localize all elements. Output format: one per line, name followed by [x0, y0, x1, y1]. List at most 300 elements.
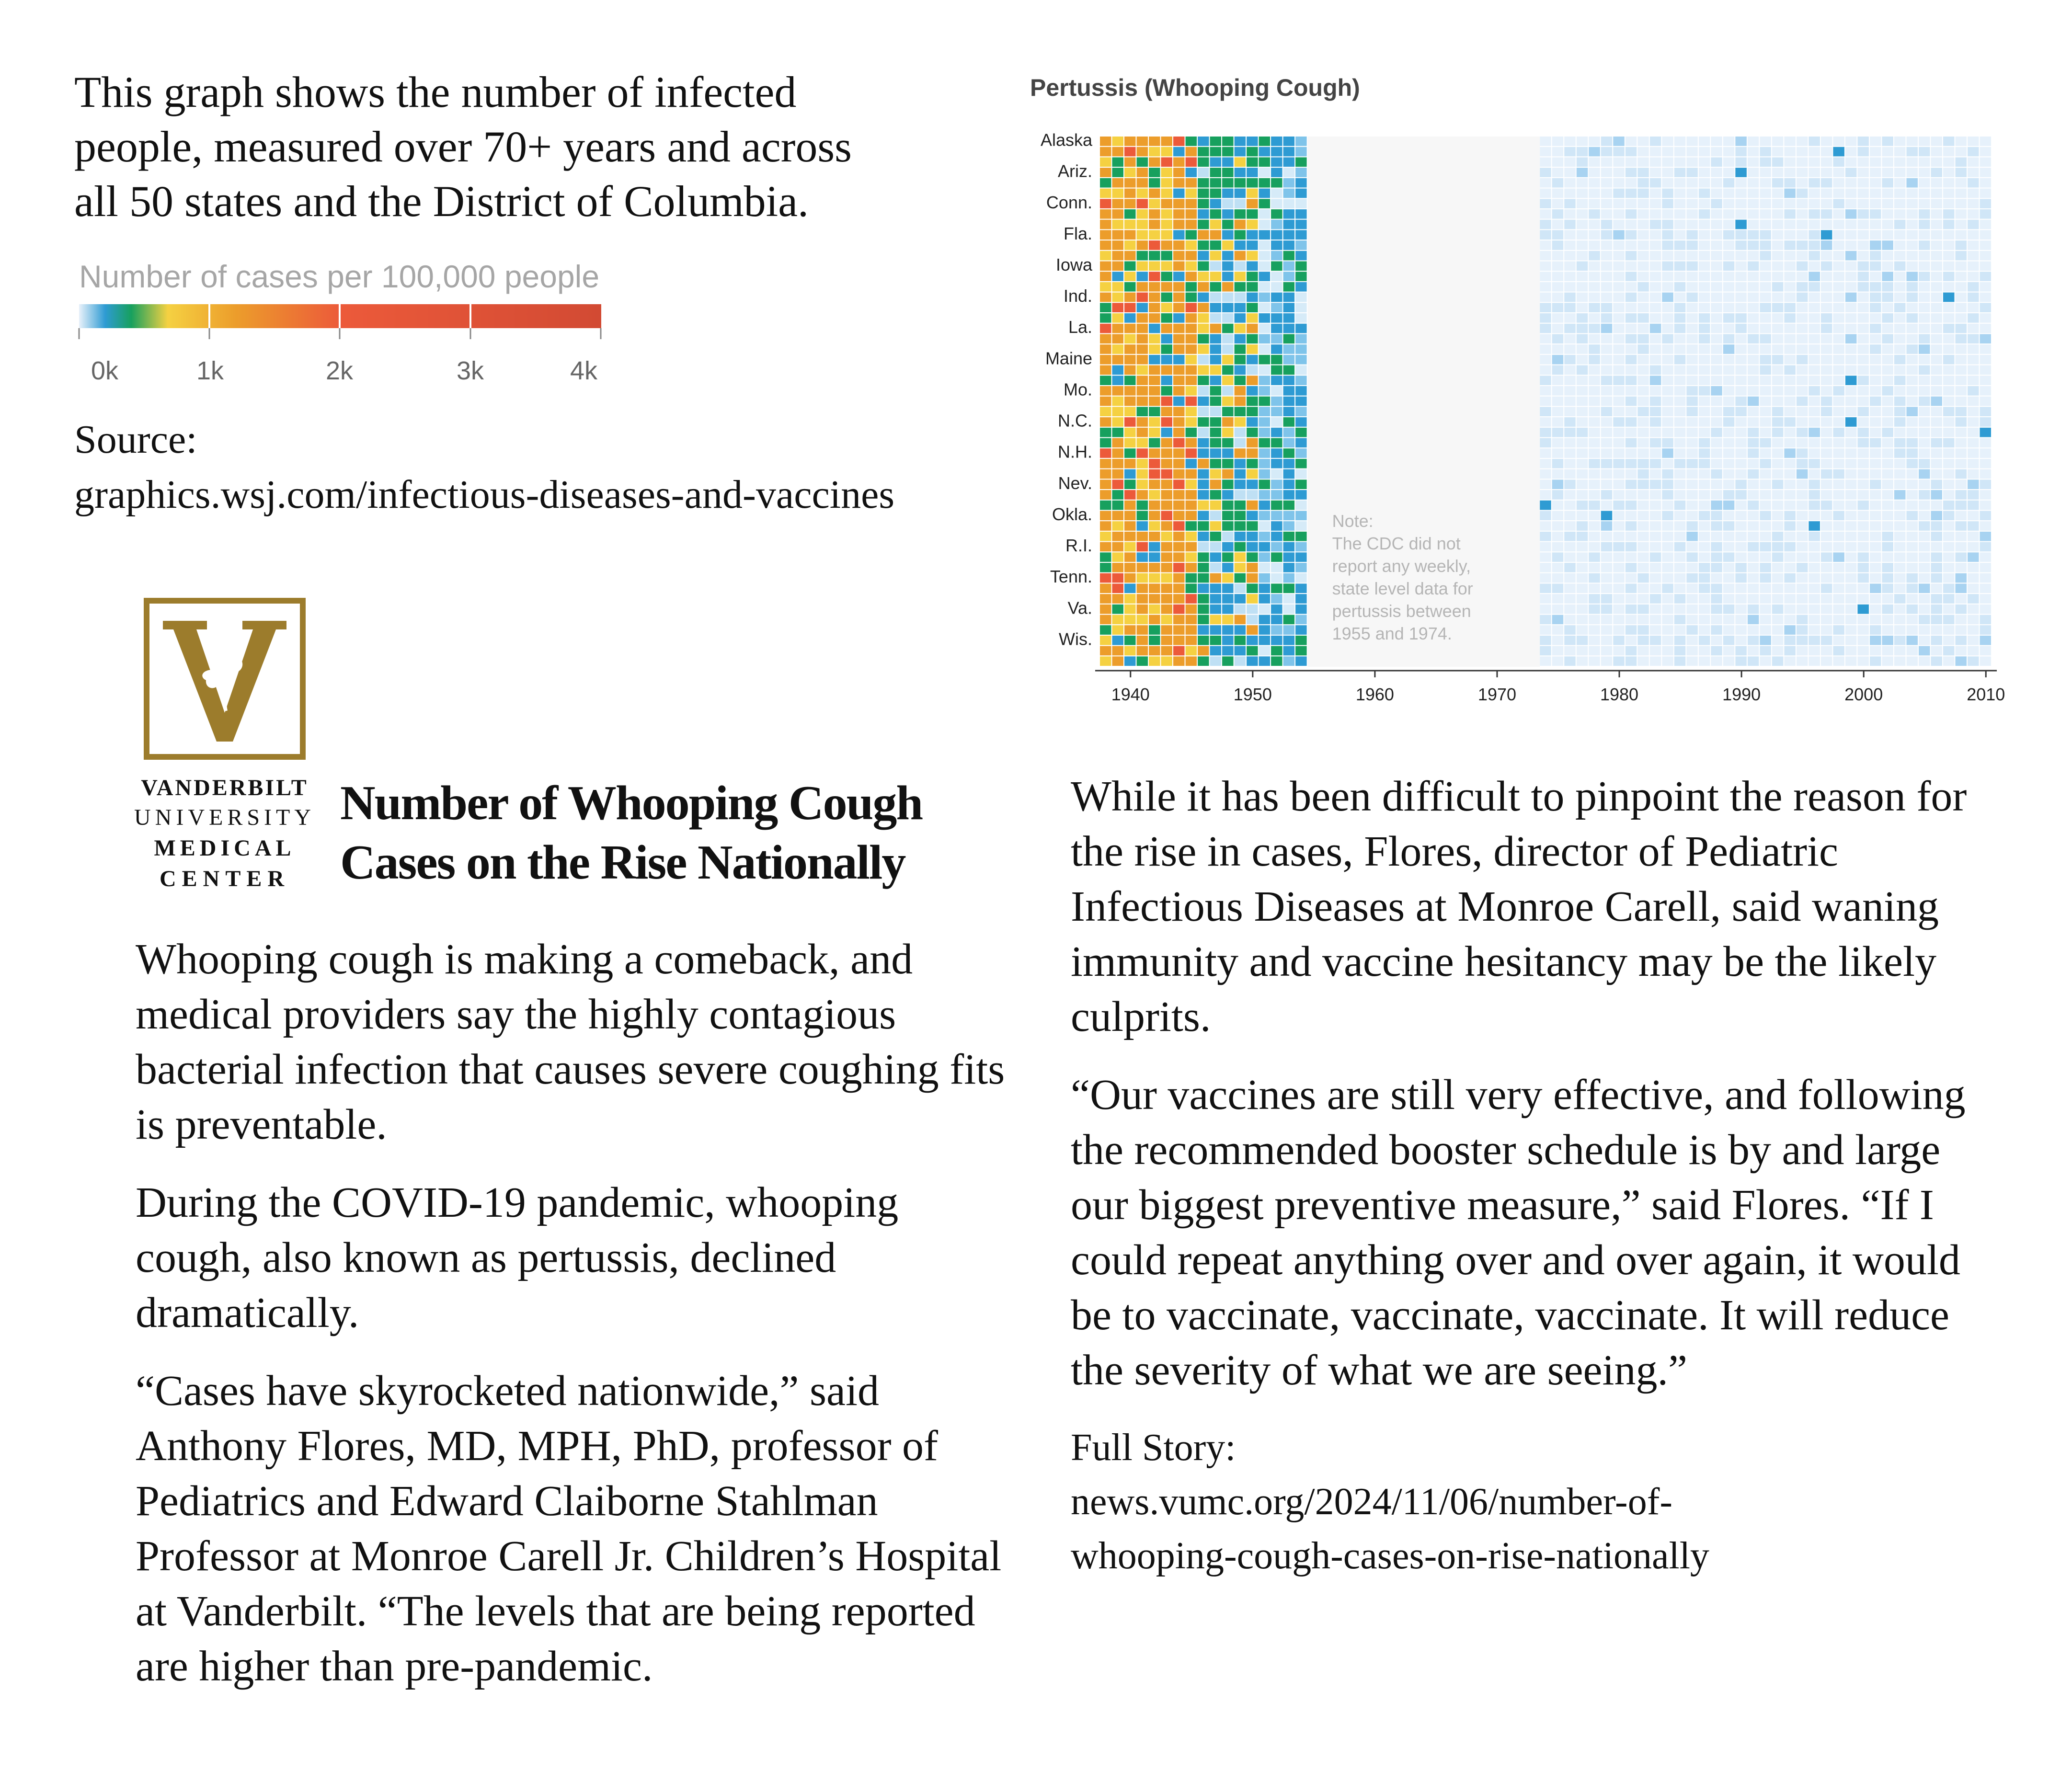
- heatmap-cell: [1662, 137, 1673, 146]
- heatmap-cell: [1283, 594, 1295, 604]
- heatmap-cell: [1845, 178, 1857, 188]
- heatmap-cell: [1784, 386, 1796, 396]
- heatmap-cell: [1797, 636, 1808, 645]
- heatmap-cell: [1980, 563, 1991, 572]
- heatmap-cell: [1980, 189, 1991, 198]
- heatmap-cell: [1821, 636, 1832, 645]
- heatmap-cell: [1943, 376, 1955, 385]
- heatmap-cell: [1931, 542, 1942, 552]
- heatmap-cell: [1295, 573, 1307, 583]
- heatmap-cell: [1931, 147, 1942, 157]
- heatmap-cell: [1882, 594, 1893, 604]
- heatmap-cell: [1552, 646, 1564, 656]
- heatmap-cell: [1112, 636, 1124, 645]
- heatmap-cell: [1772, 563, 1784, 572]
- heatmap-cell: [1601, 542, 1613, 552]
- heatmap-cell: [1943, 438, 1955, 447]
- heatmap-cell: [1295, 240, 1307, 250]
- heatmap-cell: [1259, 469, 1271, 479]
- heatmap-cell: [1845, 552, 1857, 562]
- heatmap-cell: [1198, 293, 1209, 302]
- heatmap-cell: [1259, 366, 1271, 375]
- heatmap-cell: [1809, 313, 1820, 323]
- heatmap-cell: [1772, 272, 1784, 281]
- heatmap-cell: [1601, 594, 1613, 604]
- heatmap-cell: [1711, 605, 1722, 614]
- heatmap-cell: [1637, 501, 1649, 510]
- heatmap-cell: [1613, 417, 1625, 427]
- heatmap-cell: [1235, 272, 1246, 281]
- heatmap-cell: [1626, 240, 1637, 250]
- heatmap-cell: [1601, 261, 1613, 271]
- heatmap-cell: [1870, 366, 1881, 375]
- heatmap-cell: [1760, 282, 1771, 292]
- source-url[interactable]: graphics.wsj.com/infectious-diseases-and-vaccines: [74, 472, 895, 517]
- heatmap-cell: [1882, 428, 1893, 437]
- heatmap-cell: [1735, 583, 1747, 593]
- heatmap-cell: [1259, 490, 1271, 500]
- heatmap-cell: [1955, 605, 1967, 614]
- heatmap-cell: [1735, 261, 1747, 271]
- heatmap-cell: [1968, 282, 1979, 292]
- heatmap-cell: [1173, 636, 1185, 645]
- heatmap-cell: [1699, 625, 1710, 635]
- heatmap-cell: [1943, 313, 1955, 323]
- heatmap-cell: [1711, 469, 1722, 479]
- heatmap-cell: [1637, 272, 1649, 281]
- heatmap-cell: [1735, 199, 1747, 208]
- heatmap-cell: [1674, 386, 1686, 396]
- heatmap-cell: [1235, 583, 1246, 593]
- heatmap-cell: [1894, 334, 1906, 343]
- heatmap-cell: [1748, 386, 1759, 396]
- heatmap-cell: [1552, 293, 1564, 302]
- heatmap-cell: [1235, 532, 1246, 541]
- heatmap-cell: [1112, 386, 1124, 396]
- heatmap-cell: [1943, 282, 1955, 292]
- heatmap-cell: [1686, 397, 1698, 406]
- heatmap-cell: [1809, 501, 1820, 510]
- heatmap-cell: [1882, 480, 1893, 489]
- heatmap-cell: [1124, 209, 1136, 219]
- heatmap-cell: [1161, 480, 1173, 489]
- heatmap-cell: [1198, 542, 1209, 552]
- full-story-url-line[interactable]: news.vumc.org/2024/11/06/number-of-: [1071, 1481, 1672, 1523]
- heatmap-cell: [1222, 625, 1234, 635]
- heatmap-cell: [1564, 313, 1576, 323]
- heatmap-cell: [1247, 366, 1258, 375]
- heatmap-cell: [1283, 313, 1295, 323]
- heatmap-cell: [1100, 521, 1111, 531]
- heatmap-cell: [1186, 178, 1197, 188]
- heatmap-cell: [1662, 469, 1673, 479]
- pertussis-heatmap-chart: [1011, 67, 2046, 723]
- heatmap-cell: [1283, 282, 1295, 292]
- heatmap-cell: [1760, 178, 1771, 188]
- heatmap-cell: [1601, 178, 1613, 188]
- heatmap-cell: [1797, 469, 1808, 479]
- heatmap-cell: [1222, 199, 1234, 208]
- heatmap-cell: [1271, 355, 1282, 365]
- heatmap-cell: [1857, 240, 1869, 250]
- legend-tick: 0k: [91, 356, 119, 385]
- heatmap-cell: [1589, 605, 1600, 614]
- heatmap-cell: [1161, 344, 1173, 354]
- heatmap-cell: [1198, 209, 1209, 219]
- heatmap-cell: [1295, 469, 1307, 479]
- heatmap-cell: [1186, 573, 1197, 583]
- heatmap-cell: [1943, 605, 1955, 614]
- heatmap-cell: [1613, 438, 1625, 447]
- heatmap-cell: [1723, 407, 1735, 416]
- heatmap-cell: [1222, 615, 1234, 624]
- heatmap-cell: [1271, 407, 1282, 416]
- heatmap-cell: [1723, 428, 1735, 437]
- heatmap-cell: [1919, 615, 1930, 624]
- heatmap-cell: [1295, 428, 1307, 437]
- heatmap-cell: [1259, 397, 1271, 406]
- heatmap-cell: [1735, 303, 1747, 312]
- heatmap-cell: [1821, 501, 1832, 510]
- heatmap-cell: [1577, 220, 1588, 229]
- heatmap-cell: [1564, 386, 1576, 396]
- heatmap-cell: [1222, 355, 1234, 365]
- heatmap-cell: [1540, 469, 1551, 479]
- heatmap-cell: [1662, 209, 1673, 219]
- heatmap-cell: [1186, 511, 1197, 520]
- heatmap-cell: [1857, 137, 1869, 146]
- heatmap-cell: [1955, 501, 1967, 510]
- heatmap-cell: [1735, 552, 1747, 562]
- heatmap-cell: [1577, 407, 1588, 416]
- heatmap-cell: [1711, 542, 1722, 552]
- heatmap-cell: [1210, 199, 1222, 208]
- heatmap-cell: [1748, 615, 1759, 624]
- heatmap-cell: [1748, 594, 1759, 604]
- heatmap-cell: [1589, 656, 1600, 666]
- heatmap-cell: [1247, 438, 1258, 447]
- heatmap-cell: [1540, 583, 1551, 593]
- heatmap-cell: [1247, 428, 1258, 437]
- heatmap-cell: [1540, 261, 1551, 271]
- heatmap-cell: [1626, 490, 1637, 500]
- heatmap-cell: [1577, 563, 1588, 572]
- heatmap-cell: [1283, 480, 1295, 489]
- heatmap-cell: [1686, 583, 1698, 593]
- heatmap-cell: [1577, 251, 1588, 261]
- heatmap-cell: [1100, 636, 1111, 645]
- heatmap-cell: [1552, 355, 1564, 365]
- heatmap-cell: [1564, 303, 1576, 312]
- heatmap-cell: [1833, 594, 1844, 604]
- heatmap-cell: [1723, 646, 1735, 656]
- heatmap-cell: [1149, 366, 1160, 375]
- heatmap-cell: [1809, 199, 1820, 208]
- heatmap-cell: [1955, 615, 1967, 624]
- y-tick-label: Va.: [1067, 598, 1092, 618]
- heatmap-cell: [1137, 615, 1148, 624]
- heatmap-cell: [1711, 636, 1722, 645]
- heatmap-cell: [1173, 220, 1185, 229]
- heatmap-cell: [1760, 147, 1771, 157]
- heatmap-cell: [1552, 542, 1564, 552]
- heatmap-cell: [1699, 656, 1710, 666]
- heatmap-cell: [1295, 552, 1307, 562]
- heatmap-cell: [1748, 625, 1759, 635]
- heatmap-cell: [1613, 448, 1625, 458]
- heatmap-cell: [1198, 407, 1209, 416]
- heatmap-cell: [1613, 220, 1625, 229]
- heatmap-cell: [1821, 261, 1832, 271]
- heatmap-cell: [1601, 521, 1613, 531]
- heatmap-cell: [1723, 636, 1735, 645]
- heatmap-cell: [1100, 344, 1111, 354]
- heatmap-cell: [1772, 386, 1784, 396]
- heatmap-cell: [1919, 366, 1930, 375]
- heatmap-cell: [1772, 448, 1784, 458]
- heatmap-cell: [1222, 397, 1234, 406]
- y-tick-label: Iowa: [1055, 255, 1092, 274]
- heatmap-cell: [1943, 168, 1955, 177]
- heatmap-cell: [1906, 313, 1918, 323]
- heatmap-cell: [1149, 313, 1160, 323]
- heatmap-cell: [1772, 480, 1784, 489]
- heatmap-cell: [1748, 334, 1759, 343]
- heatmap-cell: [1857, 220, 1869, 229]
- heatmap-cell: [1735, 293, 1747, 302]
- heatmap-cell: [1173, 573, 1185, 583]
- heatmap-cell: [1906, 168, 1918, 177]
- heatmap-cell: [1821, 324, 1832, 333]
- heatmap-cell: [1882, 178, 1893, 188]
- heatmap-cell: [1809, 157, 1820, 167]
- heatmap-cell: [1784, 376, 1796, 385]
- heatmap-cell: [1894, 199, 1906, 208]
- heatmap-cell: [1210, 521, 1222, 531]
- heatmap-cell: [1760, 511, 1771, 520]
- heatmap-cell: [1943, 594, 1955, 604]
- heatmap-cell: [1943, 178, 1955, 188]
- heatmap-cell: [1161, 157, 1173, 167]
- heatmap-cell: [1540, 615, 1551, 624]
- heatmap-cell: [1894, 386, 1906, 396]
- intro-line: all 50 states and the District of Columbia.: [74, 177, 809, 226]
- heatmap-cell: [1821, 344, 1832, 354]
- heatmap-cell: [1235, 230, 1246, 240]
- heatmap-cell: [1833, 230, 1844, 240]
- heatmap-cell: [1626, 594, 1637, 604]
- heatmap-cell: [1809, 563, 1820, 572]
- heatmap-cell: [1222, 313, 1234, 323]
- heatmap-cell: [1723, 397, 1735, 406]
- heatmap-cell: [1271, 157, 1282, 167]
- heatmap-cell: [1259, 230, 1271, 240]
- heatmap-cell: [1882, 552, 1893, 562]
- heatmap-cell: [1931, 438, 1942, 447]
- heatmap-cell: [1809, 282, 1820, 292]
- heatmap-cell: [1833, 240, 1844, 250]
- heatmap-cell: [1259, 168, 1271, 177]
- heatmap-cell: [1247, 303, 1258, 312]
- heatmap-cell: [1919, 532, 1930, 541]
- heatmap-cell: [1626, 199, 1637, 208]
- heatmap-cell: [1711, 220, 1722, 229]
- heatmap-cell: [1711, 282, 1722, 292]
- heatmap-cell: [1833, 552, 1844, 562]
- heatmap-cell: [1564, 552, 1576, 562]
- heatmap-cell: [1931, 573, 1942, 583]
- heatmap-cell: [1845, 376, 1857, 385]
- heatmap-cell: [1124, 220, 1136, 229]
- heatmap-cell: [1149, 324, 1160, 333]
- heatmap-cell: [1699, 313, 1710, 323]
- heatmap-cell: [1845, 438, 1857, 447]
- heatmap-cell: [1637, 459, 1649, 468]
- heatmap-cell: [1674, 157, 1686, 167]
- heatmap-cell: [1821, 417, 1832, 427]
- heatmap-cell: [1637, 397, 1649, 406]
- heatmap-cell: [1760, 209, 1771, 219]
- full-story-url-line[interactable]: whooping-cough-cases-on-rise-nationally: [1071, 1535, 1709, 1577]
- heatmap-cell: [1173, 209, 1185, 219]
- heatmap-cell: [1577, 334, 1588, 343]
- heatmap-cell: [1235, 344, 1246, 354]
- heatmap-cell: [1797, 313, 1808, 323]
- heatmap-cell: [1650, 168, 1661, 177]
- heatmap-cell: [1198, 376, 1209, 385]
- heatmap-cell: [1821, 583, 1832, 593]
- heatmap-cell: [1100, 615, 1111, 624]
- heatmap-cell: [1235, 605, 1246, 614]
- heatmap-cell: [1222, 552, 1234, 562]
- heatmap-cell: [1589, 386, 1600, 396]
- heatmap-cell: [1222, 240, 1234, 250]
- heatmap-cell: [1857, 272, 1869, 281]
- heatmap-cell: [1857, 407, 1869, 416]
- heatmap-cell: [1149, 230, 1160, 240]
- heatmap-cell: [1943, 480, 1955, 489]
- heatmap-cell: [1674, 230, 1686, 240]
- heatmap-cell: [1955, 272, 1967, 281]
- heatmap-cell: [1809, 521, 1820, 531]
- heatmap-cell: [1613, 282, 1625, 292]
- heatmap-cell: [1760, 625, 1771, 635]
- heatmap-cell: [1662, 605, 1673, 614]
- heatmap-cell: [1906, 147, 1918, 157]
- heatmap-cell: [1674, 178, 1686, 188]
- heatmap-cell: [1626, 625, 1637, 635]
- heatmap-cell: [1711, 501, 1722, 510]
- heatmap-cell: [1870, 344, 1881, 354]
- heatmap-cell: [1198, 189, 1209, 198]
- heatmap-cell: [1124, 438, 1136, 447]
- heatmap-cell: [1161, 521, 1173, 531]
- heatmap-cell: [1735, 501, 1747, 510]
- heatmap-cell: [1295, 594, 1307, 604]
- heatmap-cell: [1870, 552, 1881, 562]
- heatmap-cell: [1198, 272, 1209, 281]
- heatmap-cell: [1161, 230, 1173, 240]
- heatmap-cell: [1222, 407, 1234, 416]
- heatmap-cell: [1674, 417, 1686, 427]
- heatmap-cell: [1235, 261, 1246, 271]
- heatmap-cell: [1112, 583, 1124, 593]
- heatmap-cell: [1100, 313, 1111, 323]
- heatmap-cell: [1980, 251, 1991, 261]
- heatmap-cell: [1124, 366, 1136, 375]
- heatmap-cell: [1955, 303, 1967, 312]
- heatmap-cell: [1650, 594, 1661, 604]
- heatmap-cell: [1283, 625, 1295, 635]
- heatmap-cell: [1552, 552, 1564, 562]
- heatmap-cell: [1247, 594, 1258, 604]
- heatmap-cell: [1968, 417, 1979, 427]
- heatmap-cell: [1662, 261, 1673, 271]
- heatmap-cell: [1857, 646, 1869, 656]
- heatmap-cell: [1540, 605, 1551, 614]
- heatmap-cell: [1906, 417, 1918, 427]
- heatmap-cell: [1577, 282, 1588, 292]
- heatmap-cell: [1210, 386, 1222, 396]
- heatmap-cell: [1650, 334, 1661, 343]
- heatmap-cell: [1845, 428, 1857, 437]
- heatmap-cell: [1222, 251, 1234, 261]
- heatmap-cell: [1760, 448, 1771, 458]
- heatmap-cell: [1968, 324, 1979, 333]
- heatmap-cell: [1931, 230, 1942, 240]
- heatmap-cell: [1919, 542, 1930, 552]
- heatmap-cell: [1735, 220, 1747, 229]
- heatmap-cell: [1577, 272, 1588, 281]
- heatmap-cell: [1613, 501, 1625, 510]
- heatmap-cell: [1552, 397, 1564, 406]
- heatmap-cell: [1589, 199, 1600, 208]
- heatmap-cell: [1540, 511, 1551, 520]
- heatmap-cell: [1222, 303, 1234, 312]
- heatmap-cell: [1809, 532, 1820, 541]
- heatmap-cell: [1882, 293, 1893, 302]
- heatmap-cell: [1283, 293, 1295, 302]
- heatmap-cell: [1674, 272, 1686, 281]
- heatmap-cell: [1210, 480, 1222, 489]
- heatmap-cell: [1894, 168, 1906, 177]
- heatmap-cell: [1100, 137, 1111, 146]
- heatmap-cell: [1637, 324, 1649, 333]
- heatmap-cell: [1112, 334, 1124, 343]
- heatmap-cell: [1235, 511, 1246, 520]
- heatmap-cell: [1784, 178, 1796, 188]
- heatmap-cell: [1980, 459, 1991, 468]
- heatmap-cell: [1161, 490, 1173, 500]
- heatmap-cell: [1711, 438, 1722, 447]
- heatmap-cell: [1906, 344, 1918, 354]
- heatmap-cell: [1943, 386, 1955, 396]
- heatmap-cell: [1711, 428, 1722, 437]
- heatmap-cell: [1613, 272, 1625, 281]
- heatmap-cell: [1601, 480, 1613, 489]
- heatmap-cell: [1613, 563, 1625, 572]
- heatmap-cell: [1589, 552, 1600, 562]
- heatmap-cell: [1295, 157, 1307, 167]
- heatmap-cell: [1662, 542, 1673, 552]
- heatmap-cell: [1711, 230, 1722, 240]
- heatmap-cell: [1699, 355, 1710, 365]
- heatmap-cell: [1919, 376, 1930, 385]
- heatmap-cell: [1259, 542, 1271, 552]
- heatmap-cell: [1601, 355, 1613, 365]
- heatmap-cell: [1210, 501, 1222, 510]
- heatmap-cell: [1149, 220, 1160, 229]
